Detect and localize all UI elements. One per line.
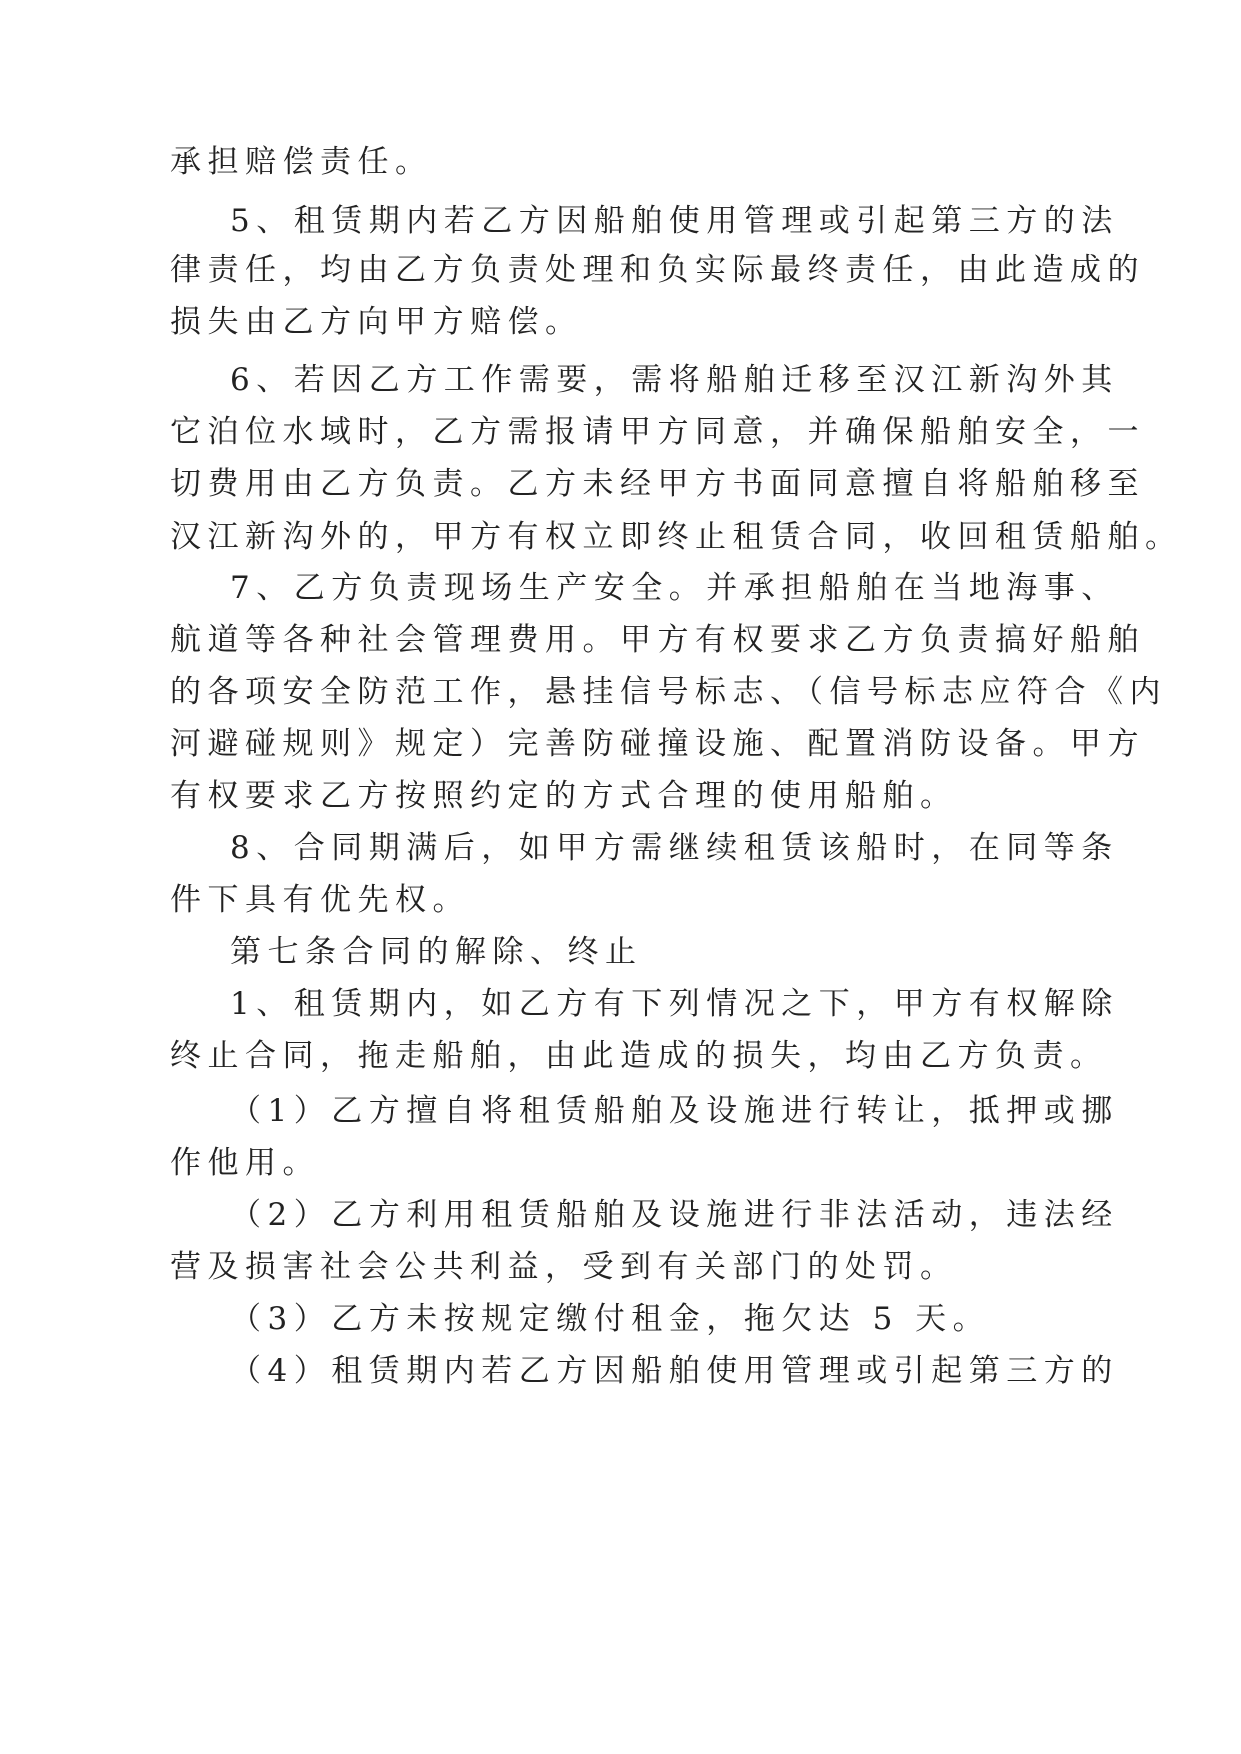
text-line: 营及损害社会公共利益，受到有关部门的处罚。 (170, 1249, 958, 1285)
text-line: 5、租赁期内若乙方因船舶使用管理或引起第三方的法 (230, 203, 1119, 239)
text-line: 损失由乙方向甲方赔偿。 (170, 304, 583, 340)
text-line: 8、合同期满后，如甲方需继续租赁该船时，在同等条 (230, 830, 1119, 866)
text-line: 件下具有优先权。 (170, 882, 470, 918)
text-line: 终止合同，拖走船舶，由此造成的损失，均由乙方负责。 (170, 1038, 1108, 1074)
text-line: 的各项安全防范工作，悬挂信号标志、（信号标志应符合《内 (170, 674, 1167, 710)
text-line: 它泊位水域时，乙方需报请甲方同意，并确保船舶安全，一 (170, 414, 1145, 450)
text-line: 7、乙方负责现场生产安全。并承担船舶在当地海事、 (230, 570, 1119, 606)
text-line: （4）租赁期内若乙方因船舶使用管理或引起第三方的 (230, 1353, 1119, 1389)
text-line: 6、若因乙方工作需要，需将船舶迁移至汉江新沟外其 (230, 362, 1119, 398)
section-heading: 第七条合同的解除、终止 (230, 934, 643, 970)
text-line: 律责任，均由乙方负责处理和负实际最终责任，由此造成的 (170, 252, 1145, 288)
text-line: （2）乙方利用租赁船舶及设施进行非法活动，违法经 (230, 1197, 1119, 1233)
text-line: 航道等各种社会管理费用。甲方有权要求乙方负责搞好船舶 (170, 622, 1145, 658)
text-line: （3）乙方未按规定缴付租金，拖欠达 5 天。 (230, 1301, 991, 1337)
text-line: 有权要求乙方按照约定的方式合理的使用船舶。 (170, 778, 958, 814)
text-line: 切费用由乙方负责。乙方未经甲方书面同意擅自将船舶移至 (170, 466, 1145, 502)
text-line: 汉江新沟外的，甲方有权立即终止租赁合同，收回租赁船舶。 (170, 519, 1183, 555)
text-line: 承担赔偿责任。 (170, 144, 433, 180)
text-line: 1、租赁期内，如乙方有下列情况之下，甲方有权解除 (230, 986, 1119, 1022)
text-line: （1）乙方擅自将租赁船舶及设施进行转让，抵押或挪 (230, 1093, 1119, 1129)
text-line: 河避碰规则》规定）完善防碰撞设施、配置消防设备。甲方 (170, 726, 1145, 762)
text-line: 作他用。 (170, 1145, 320, 1181)
